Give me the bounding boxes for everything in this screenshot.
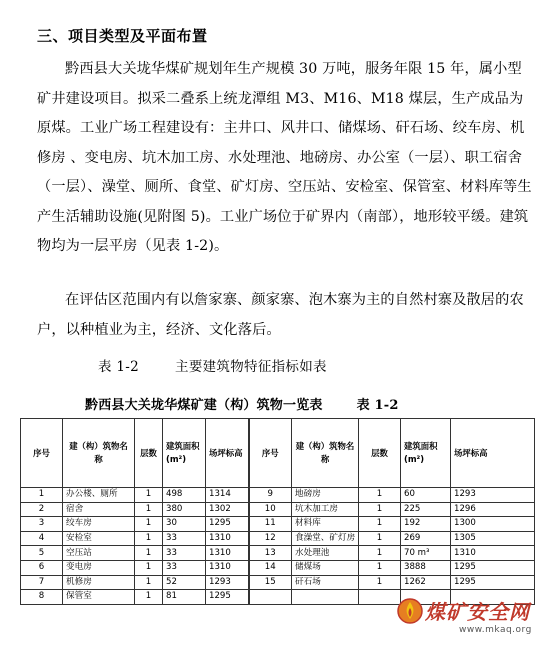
cell-floors-2: 1: [359, 560, 401, 575]
cell-area: 33: [163, 560, 206, 575]
cell-name: 安检室: [63, 531, 135, 546]
cell-no-2: 15: [249, 575, 292, 590]
section-heading: 三、项目类型及平面布置: [37, 27, 208, 45]
cell-name: 办公楼、厕所: [63, 488, 135, 503]
header-area: 建筑面积(m²): [163, 419, 206, 488]
paragraph-villages: 在评估区范围内有以詹家寨、颜家寨、泡木寨为主的自然村寨及散居的农户，以种植业为主，经济、文化落后。: [37, 292, 524, 338]
cell-no: 5: [21, 546, 63, 561]
table-header-row: [21, 419, 535, 488]
header-floors-2: 层数: [359, 419, 401, 488]
table-row: [21, 517, 535, 532]
cell-no-2: 10: [249, 502, 292, 517]
cell-name-2: 食澡堂、矿灯房: [292, 531, 359, 546]
site-watermark: [397, 596, 547, 640]
cell-elevation: 1314: [206, 488, 249, 503]
cell-no: 6: [21, 560, 63, 575]
cell-name-2: 地磅房: [292, 488, 359, 503]
cell-no-2: 9: [249, 488, 292, 503]
cell-name: 宿舍: [63, 502, 135, 517]
cell-name: 变电房: [63, 560, 135, 575]
cell-no-2: 14: [249, 560, 292, 575]
cell-name-2: 材料库: [292, 517, 359, 532]
cell-area: 498: [163, 488, 206, 503]
cell-elevation: 1295: [206, 590, 249, 605]
cell-elevation: 1295: [206, 517, 249, 532]
cell-area-2: 70 m³: [401, 546, 451, 561]
buildings-table: [20, 418, 535, 605]
cell-elevation: 1310: [206, 546, 249, 561]
cell-floors-2: 1: [359, 488, 401, 503]
header-no: 序号: [21, 419, 63, 488]
header-no-2: 序号: [249, 419, 292, 488]
cell-area-2: 3888: [401, 560, 451, 575]
cell-area: 81: [163, 590, 206, 605]
cell-elevation-2: 1296: [451, 502, 535, 517]
cell-floors: 1: [135, 502, 163, 517]
cell-elevation-2: 1293: [451, 488, 535, 503]
cell-floors-2: 1: [359, 517, 401, 532]
cell-name-2: [292, 590, 359, 605]
cell-area: 52: [163, 575, 206, 590]
cell-name: 保管室: [63, 590, 135, 605]
cell-area-2: 1262: [401, 575, 451, 590]
cell-area-2: 225: [401, 502, 451, 517]
table-row: [21, 546, 535, 561]
cell-floors-2: 1: [359, 546, 401, 561]
table-row: [21, 502, 535, 517]
cell-area: 380: [163, 502, 206, 517]
table-caption: [98, 355, 327, 375]
cell-area-2: 269: [401, 531, 451, 546]
cell-elevation: 1310: [206, 560, 249, 575]
cell-name: 绞车房: [63, 517, 135, 532]
cell-floors: 1: [135, 575, 163, 590]
cell-elevation-2: 1300: [451, 517, 535, 532]
table-title: [85, 394, 399, 413]
cell-elevation-2: 1295: [451, 575, 535, 590]
header-name: 建（构）筑物名称: [63, 419, 135, 488]
table-caption-text: 主要建筑物特征指标如表: [175, 359, 327, 375]
cell-elevation-2: 1305: [451, 531, 535, 546]
cell-floors: 1: [135, 488, 163, 503]
cell-elevation-2: 1295: [451, 560, 535, 575]
table-title-number: 表 1-2: [356, 398, 399, 413]
cell-floors-2: 1: [359, 502, 401, 517]
cell-area-2: 60: [401, 488, 451, 503]
cell-no: 2: [21, 502, 63, 517]
cell-name: 空压站: [63, 546, 135, 561]
cell-floors-2: [359, 590, 401, 605]
header-area-2: 建筑面积(m²): [401, 419, 451, 488]
cell-elevation-2: 1310: [451, 546, 535, 561]
cell-name: 机修房: [63, 575, 135, 590]
cell-no: 7: [21, 575, 63, 590]
cell-name-2: 坑木加工房: [292, 502, 359, 517]
cell-name-2: 矸石场: [292, 575, 359, 590]
cell-area: 30: [163, 517, 206, 532]
cell-no: 4: [21, 531, 63, 546]
cell-elevation: 1310: [206, 531, 249, 546]
cell-name-2: 储煤场: [292, 560, 359, 575]
header-elevation: 场坪标高: [206, 419, 249, 488]
header-name-2: 建（构）筑物名称: [292, 419, 359, 488]
cell-no: 3: [21, 517, 63, 532]
cell-floors: 1: [135, 531, 163, 546]
cell-no-2: [249, 590, 292, 605]
header-elevation-2: 场坪标高: [451, 419, 535, 488]
cell-floors: 1: [135, 590, 163, 605]
cell-elevation: 1302: [206, 502, 249, 517]
header-floors: 层数: [135, 419, 163, 488]
cell-no: 1: [21, 488, 63, 503]
cell-floors-2: 1: [359, 531, 401, 546]
cell-area-2: 192: [401, 517, 451, 532]
table-title-text: 黔西县大关垅华煤矿建（构）筑物一览表: [85, 398, 323, 413]
cell-floors: 1: [135, 546, 163, 561]
cell-no-2: 11: [249, 517, 292, 532]
flame-logo-icon: [397, 598, 423, 624]
table-row: [21, 575, 535, 590]
table-body: [21, 488, 535, 605]
cell-floors: 1: [135, 560, 163, 575]
cell-no: 8: [21, 590, 63, 605]
cell-name-2: 水处理池: [292, 546, 359, 561]
cell-elevation: 1293: [206, 575, 249, 590]
table-row: [21, 488, 535, 503]
cell-area: 33: [163, 531, 206, 546]
cell-area: 33: [163, 546, 206, 561]
paragraph-project-overview: 黔西县大关垅华煤矿规划年生产规模 30 万吨，服务年限 15 年，属小型矿井建设项目。拟采二叠系上统龙潭组 M3、M16、M18 煤层，生产成品为原煤。工业广场工程建设有：主井口、风井口、储煤场、矸石场、绞车房、机修房 、变电房、坑木加工房、水处理池、地磅房、办公室（一层）、职工宿舍（一层）、澡堂、厕所、食堂、矿灯房、空压站、安检室、保管室、材料库等生产生活辅助设施(见附图 5)。工业广场位于矿界内（南部），地形较平缓。建筑物均为一层平房（见表 1-2)。: [37, 61, 532, 254]
watermark-brand-text: 煤矿安全网: [425, 600, 530, 624]
table-row: [21, 531, 535, 546]
cell-floors-2: 1: [359, 575, 401, 590]
table-row: [21, 560, 535, 575]
cell-floors: 1: [135, 517, 163, 532]
watermark-url: www.mkaq.org: [459, 625, 532, 635]
table-caption-number: 表 1-2: [98, 359, 140, 375]
cell-no-2: 13: [249, 546, 292, 561]
cell-no-2: 12: [249, 531, 292, 546]
